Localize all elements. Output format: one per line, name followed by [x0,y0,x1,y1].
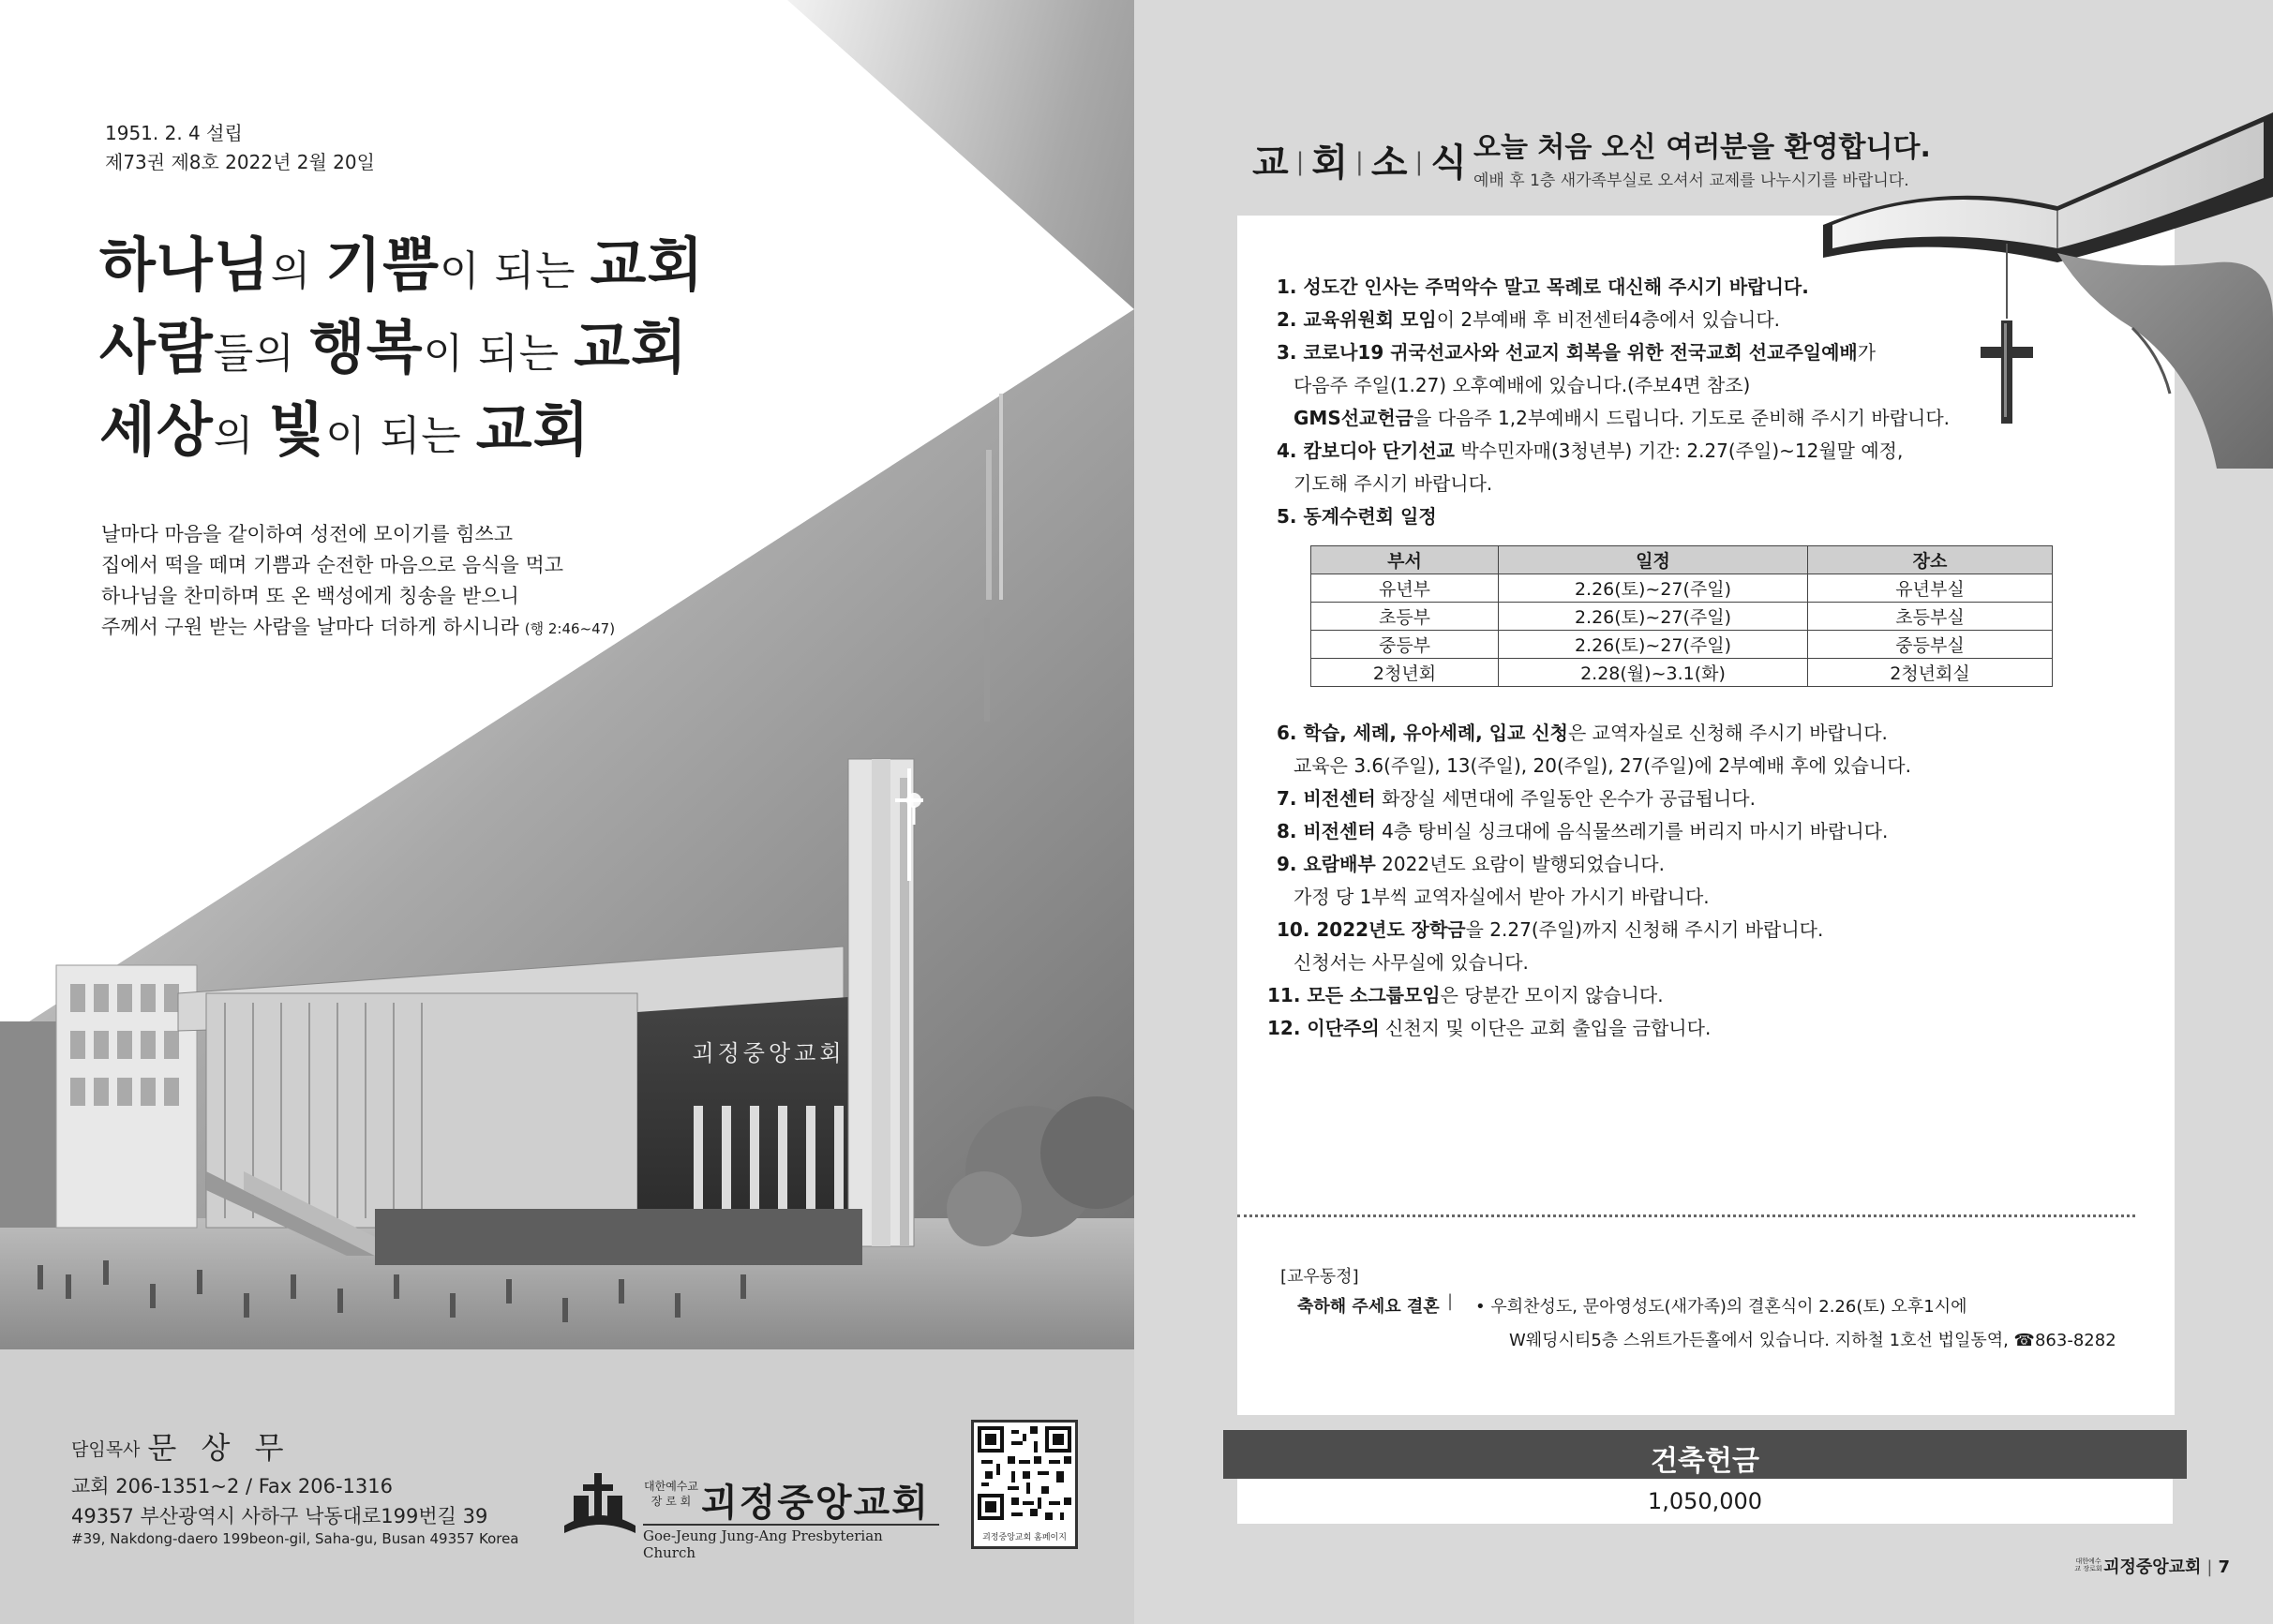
news-page [1134,0,2273,1624]
offering-amount: 1,050,000 [1647,1488,1763,1514]
qr-caption: 괴정중앙교회 홈페이지 [982,1533,1067,1542]
founding-date: 1951. 2. 4 설립 [105,122,243,144]
footer-denomination: 대한예수교 장로회 [2074,1557,2102,1572]
announcement-item [1267,1013,1711,1040]
announcement-continuation: 가정 당 1부씩 교역자실에서 받아 가시기 바랍니다. [1294,886,1710,908]
table-row [1311,631,2053,659]
address-korean: 49357 부산광역시 사하구 낙동대로199번길 39 [71,1505,488,1527]
announcement-item [1267,980,1664,1007]
building-offering-amount-box [1237,1479,2173,1524]
title-separator: | [1355,148,1366,176]
denomination-line-1: 대한예수교 [644,1480,698,1493]
item-title: 4. 캄보디아 단기선교 [1277,440,1455,462]
bible-cross-illustration [1823,75,2273,469]
qr-code-icon [978,1426,1071,1520]
announcement-item [1277,816,1888,843]
item-title: 5. 동계수련회 일정 [1277,505,1437,528]
page-title [1252,133,1469,186]
column-header-place: 장소 [1808,546,2053,574]
item-title: 3. 코로나19 귀국선교사와 선교지 회복을 위한 전국교회 선교주일예배 [1277,341,1858,364]
announcement-item [1277,718,1888,745]
title-char: 소 [1370,142,1410,185]
motto-word: 교회 [574,313,688,381]
announcement-item [1277,501,1437,529]
table-header-row [1311,546,2053,574]
verse-line-3: 하나님을 찬미하며 또 온 백성에게 칭송을 받으니 [101,585,519,607]
item-text: 4층 탕비실 싱크대에 음식물쓰레기를 버리지 마시기 바랍니다. [1375,820,1889,842]
address-english: #39, Nakdong-daero 199beon-gil, Saha-gu, Busan 49357 Korea [71,1530,519,1547]
cell-date: 2.26(토)~27(주일) [1499,574,1808,603]
column-header-dept: 부서 [1311,546,1499,574]
item-title: 2. 교육위원회 모임 [1277,308,1437,331]
item-text: 이 2부예배 후 비전센터4층에서 있습니다. [1436,308,1781,331]
cell-dept: 유년부 [1311,574,1499,603]
item-text: 은 당분간 모이지 않습니다. [1440,984,1664,1006]
item-title: GMS선교헌금 [1294,407,1414,429]
item-title: 9. 요람배부 [1277,853,1376,875]
fellowship-text-line-2: W웨딩시티5층 스위트가든홀에서 있습니다. 지하철 1호선 법일동역, ☎863-8282 [1509,1331,2116,1350]
item-text: 을 2.27(주일)까지 신청해 주시기 바랍니다. [1465,918,1824,941]
offering-title: 건축헌금 [1651,1445,1759,1478]
cell-date: 2.28(월)~3.1(화) [1499,659,1808,687]
logo-denomination [643,1479,699,1509]
table-row [1311,574,2053,603]
issue-volume-date: 제73권 제8호 2022년 2월 20일 [105,151,375,173]
announcement-continuation: 기도해 주시기 바랍니다. [1294,472,1493,495]
logo-english-name: Goe-Jeung Jung-Ang Presbyterian Church [643,1524,939,1561]
item-title: 8. 비전센터 [1277,820,1376,842]
item-title: 11. 모든 소그룹모임 [1267,984,1441,1006]
cover-footer [0,1349,1134,1624]
welcome-subtext: 예배 후 1층 새가족부실로 오셔서 교제를 나누시기를 바랍니다. [1473,171,1909,190]
announcement-item [1277,915,1823,942]
pastor-info [71,1424,292,1468]
motto-word: 빛 [268,395,326,464]
cell-dept: 초등부 [1311,603,1499,631]
motto-particle: 의 [213,412,269,460]
fellowship-label: 축하해 주세요 결혼 [1297,1297,1440,1317]
announcement-continuation: 다음주 주일(1.27) 오후예배에 있습니다.(주보4면 참조) [1294,374,1751,396]
title-separator: | [1414,148,1426,176]
verse-line-4 [101,612,615,640]
motto-particle: 이 되는 [325,412,476,460]
cell-place: 초등부실 [1808,603,2053,631]
motto-particle: 이 되는 [423,330,575,378]
cell-place: 중등부실 [1808,631,2053,659]
verse-reference: (행 2:46~47) [524,620,616,637]
item-title: 1. 성도간 인사는 주먹악수 말고 목례로 대신해 주시기 바랍니다. [1277,276,1809,298]
item-text: 2022년도 요람이 발행되었습니다. [1375,853,1665,875]
item-title: 12. 이단주의 [1267,1017,1380,1039]
table-row [1311,659,2053,687]
title-separator: | [1295,148,1307,176]
title-char: 교 [1252,142,1291,185]
cell-place: 2청년회실 [1808,659,2053,687]
announcement-item [1277,436,1903,463]
section-divider [1237,1214,2135,1217]
verse-line-2: 집에서 떡을 떼며 기쁨과 순전한 마음으로 음식을 먹고 [101,554,564,576]
church-emblem-icon [561,1468,639,1542]
winter-retreat-table [1310,545,2053,687]
item-text: 박수민자매(3청년부) 기간: 2.27(주일)~12월말 예정, [1455,440,1904,462]
item-text: 은 교역자실로 신청해 주시기 바랍니다. [1567,722,1888,744]
pastor-name: 문 상 무 [147,1430,292,1466]
cell-date: 2.26(토)~27(주일) [1499,631,1808,659]
cell-dept: 중등부 [1311,631,1499,659]
motto-particle: 의 [270,247,326,295]
item-title: 10. 2022년도 장학금 [1277,918,1466,941]
motto-word: 사람 [99,313,214,381]
footer-separator: | [2206,1557,2213,1577]
motto-particle: 들의 [213,330,309,378]
fellowship-separator: | [1447,1291,1454,1311]
verse-text: 주께서 구원 받는 사람을 날마다 더하게 하시니라 [101,616,519,638]
page-footer [2073,1554,2230,1578]
cell-date: 2.26(토)~27(주일) [1499,603,1808,631]
motto-line-2 [99,313,688,381]
front-cover-page [0,0,1134,1624]
item-text: 화장실 세면대에 주일동안 온수가 공급됩니다. [1375,787,1756,810]
motto-word: 기쁨 [325,231,440,299]
cell-dept: 2청년회 [1311,659,1499,687]
item-title: 6. 학습, 세례, 유아세례, 입교 신청 [1277,722,1568,744]
announcement-item [1277,337,1876,365]
fellowship-news-title: [교우동정] [1280,1267,1359,1287]
motto-word: 하나님 [99,231,271,299]
column-header-date: 일정 [1499,546,1808,574]
pastor-title: 담임목사 [71,1439,141,1460]
title-char: 식 [1430,142,1469,185]
announcement-continuation: 신청서는 사무실에 있습니다. [1294,951,1529,974]
title-char: 회 [1311,142,1351,185]
motto-word: 교회 [590,231,705,299]
phone-fax: 교회 206-1351~2 / Fax 206-1316 [71,1475,393,1497]
page-number: 7 [2218,1557,2230,1577]
church-logo [561,1468,945,1571]
motto-word: 행복 [308,313,424,381]
motto-particle: 이 되는 [439,247,591,295]
footer-church-name: 괴정중앙교회 [2103,1557,2202,1577]
item-text: 을 다음주 1,2부예배시 드립니다. 기도로 준비해 주시기 바랍니다. [1413,407,1951,429]
item-title: 7. 비전센터 [1277,787,1376,810]
announcement-item [1277,849,1665,876]
welcome-heading: 오늘 처음 오신 여러분을 환영합니다. [1473,131,1931,164]
announcement-item [1277,272,1809,299]
announcement-item [1277,305,1780,332]
motto-line-3 [99,395,591,464]
cell-place: 유년부실 [1808,574,2053,603]
motto-word: 세상 [99,395,214,464]
motto-line-1 [99,231,705,299]
item-text: 신천지 및 이단은 교회 출입을 금합니다. [1379,1017,1712,1039]
verse-line-1: 날마다 마음을 같이하여 성전에 모이기를 힘쓰고 [101,523,514,545]
table-row [1311,603,2053,631]
announcement-continuation: 교육은 3.6(주일), 13(주일), 20(주일), 27(주일)에 2부예배 후에 있습니다. [1294,754,1911,777]
fellowship-text-line-1: • 우희찬성도, 문아영성도(새가족)의 결혼식이 2.26(토) 오후1시에 [1475,1297,1967,1317]
church-building-illustration [0,0,1134,1349]
announcement-item [1277,783,1756,811]
motto-word: 교회 [475,395,591,464]
building-sign-text: 괴정중앙교회 [692,1040,845,1066]
homepage-qr[interactable] [971,1420,1078,1549]
item-text: 가 [1857,341,1877,364]
building-offering-header [1223,1430,2187,1479]
logo-church-name: 괴정중앙교회 [701,1482,930,1525]
denomination-line-2: 장 로 회 [650,1495,692,1508]
